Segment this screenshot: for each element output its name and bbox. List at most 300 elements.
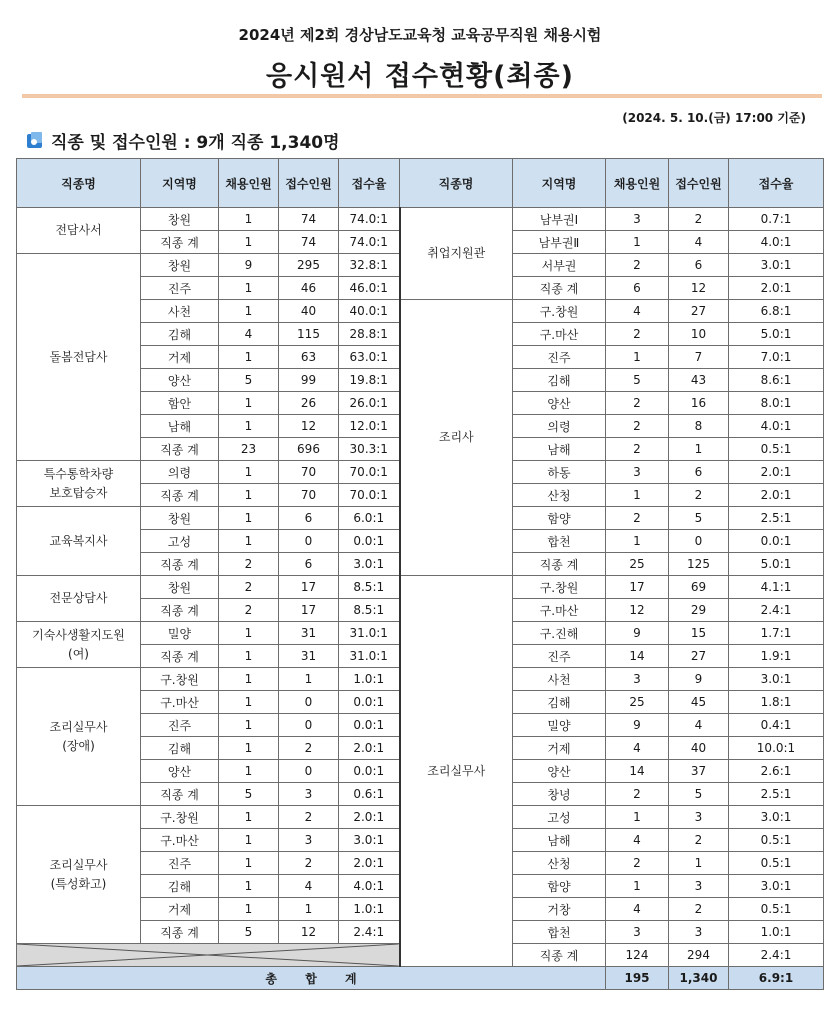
- left-cell-apply: 26: [279, 392, 339, 415]
- right-cell-hire: 2: [606, 392, 669, 415]
- left-job-name: [17, 806, 141, 944]
- right-cell-apply: 69: [669, 576, 729, 599]
- grand-total-hire: 195: [606, 967, 669, 990]
- right-cell-apply: 5: [669, 783, 729, 806]
- left-cell-hire: 4: [219, 323, 279, 346]
- right-cell-apply: 4: [669, 231, 729, 254]
- left-cell-region: 직종 계: [141, 921, 219, 944]
- left-cell-rate: 0.0:1: [339, 714, 400, 737]
- left-job-name: [17, 622, 141, 668]
- col-header-job-right: 직종명: [400, 159, 513, 208]
- right-cell-region: 산청: [513, 484, 606, 507]
- right-cell-hire: 1: [606, 231, 669, 254]
- left-cell-apply: 70: [279, 461, 339, 484]
- col-header-apply-right: 접수인원: [669, 159, 729, 208]
- left-cell-region: 밀양: [141, 622, 219, 645]
- left-cell-region: 구.창원: [141, 668, 219, 691]
- right-cell-apply: 2: [669, 898, 729, 921]
- right-cell-region: 직종 계: [513, 944, 606, 967]
- left-cell-hire: 1: [219, 507, 279, 530]
- left-cell-hire: 1: [219, 829, 279, 852]
- right-cell-hire: 2: [606, 783, 669, 806]
- right-cell-region: 거제: [513, 737, 606, 760]
- left-cell-rate: 63.0:1: [339, 346, 400, 369]
- right-cell-rate: 3.0:1: [729, 806, 824, 829]
- right-cell-region: 합천: [513, 921, 606, 944]
- right-cell-hire: 12: [606, 599, 669, 622]
- left-cell-apply: 6: [279, 507, 339, 530]
- left-cell-hire: 1: [219, 714, 279, 737]
- right-cell-hire: 2: [606, 438, 669, 461]
- right-cell-hire: 3: [606, 208, 669, 231]
- right-cell-rate: 2.6:1: [729, 760, 824, 783]
- left-cell-region: 구.창원: [141, 806, 219, 829]
- right-cell-apply: 4: [669, 714, 729, 737]
- left-cell-region: 함안: [141, 392, 219, 415]
- right-cell-rate: 0.5:1: [729, 829, 824, 852]
- right-cell-region: 남해: [513, 438, 606, 461]
- table-row: [17, 208, 824, 231]
- right-cell-region: 구.마산: [513, 599, 606, 622]
- right-cell-apply: 29: [669, 599, 729, 622]
- left-cell-hire: 1: [219, 622, 279, 645]
- left-cell-rate: 26.0:1: [339, 392, 400, 415]
- left-cell-hire: 2: [219, 599, 279, 622]
- left-cell-region: 직종 계: [141, 553, 219, 576]
- left-cell-apply: 40: [279, 300, 339, 323]
- left-cell-apply: 115: [279, 323, 339, 346]
- right-cell-region: 함양: [513, 875, 606, 898]
- right-cell-hire: 14: [606, 645, 669, 668]
- right-cell-hire: 6: [606, 277, 669, 300]
- right-cell-hire: 17: [606, 576, 669, 599]
- right-cell-region: 창녕: [513, 783, 606, 806]
- right-cell-apply: 6: [669, 254, 729, 277]
- right-cell-rate: 3.0:1: [729, 668, 824, 691]
- left-cell-hire: 1: [219, 231, 279, 254]
- right-cell-rate: 1.7:1: [729, 622, 824, 645]
- right-cell-apply: 45: [669, 691, 729, 714]
- left-cell-region: 구.마산: [141, 829, 219, 852]
- left-cell-apply: 99: [279, 369, 339, 392]
- left-cell-hire: 1: [219, 691, 279, 714]
- job-name-text: 기숙사생활지도원 (여): [32, 627, 125, 661]
- grand-total-apply: 1,340: [669, 967, 729, 990]
- right-cell-rate: 4.0:1: [729, 415, 824, 438]
- right-cell-hire: 25: [606, 553, 669, 576]
- left-cell-region: 의령: [141, 461, 219, 484]
- left-cell-rate: 2.0:1: [339, 852, 400, 875]
- right-cell-apply: 37: [669, 760, 729, 783]
- exam-subtitle: 2024년 제2회 경상남도교육청 교육공무직원 채용시험: [238, 26, 602, 44]
- right-cell-rate: 0.0:1: [729, 530, 824, 553]
- right-cell-region: 하동: [513, 461, 606, 484]
- left-cell-region: 양산: [141, 760, 219, 783]
- right-cell-rate: 0.5:1: [729, 852, 824, 875]
- left-cell-rate: 19.8:1: [339, 369, 400, 392]
- left-cell-rate: 6.0:1: [339, 507, 400, 530]
- right-cell-rate: 10.0:1: [729, 737, 824, 760]
- table-row: [17, 576, 824, 599]
- left-cell-apply: 3: [279, 783, 339, 806]
- summary-line: [26, 128, 340, 153]
- left-cell-hire: 1: [219, 208, 279, 231]
- left-cell-region: 김해: [141, 323, 219, 346]
- right-cell-apply: 1: [669, 438, 729, 461]
- right-cell-region: 고성: [513, 806, 606, 829]
- right-cell-rate: 7.0:1: [729, 346, 824, 369]
- left-cell-hire: 1: [219, 484, 279, 507]
- right-cell-hire: 2: [606, 323, 669, 346]
- right-cell-apply: 6: [669, 461, 729, 484]
- job-name-text: 교육복지사: [49, 533, 108, 548]
- left-cell-region: 직종 계: [141, 783, 219, 806]
- right-cell-region: 김해: [513, 369, 606, 392]
- right-cell-hire: 5: [606, 369, 669, 392]
- left-cell-rate: 31.0:1: [339, 645, 400, 668]
- left-cell-rate: 1.0:1: [339, 668, 400, 691]
- right-cell-hire: 3: [606, 461, 669, 484]
- left-cell-region: 거제: [141, 346, 219, 369]
- right-cell-region: 직종 계: [513, 277, 606, 300]
- left-cell-hire: 1: [219, 852, 279, 875]
- right-cell-apply: 15: [669, 622, 729, 645]
- right-cell-region: 합천: [513, 530, 606, 553]
- right-cell-region: 서부권: [513, 254, 606, 277]
- left-cell-rate: 0.6:1: [339, 783, 400, 806]
- left-cell-hire: 1: [219, 461, 279, 484]
- right-cell-apply: 27: [669, 300, 729, 323]
- empty-hatched-cell: [17, 944, 400, 967]
- left-cell-rate: 8.5:1: [339, 599, 400, 622]
- right-cell-region: 구.창원: [513, 300, 606, 323]
- left-cell-region: 직종 계: [141, 231, 219, 254]
- right-cell-rate: 0.4:1: [729, 714, 824, 737]
- title-divider: [22, 94, 822, 98]
- left-cell-region: 창원: [141, 507, 219, 530]
- left-cell-hire: 1: [219, 737, 279, 760]
- summary-text: 직종 및 접수인원 : 9개 직종 1,340명: [51, 133, 340, 153]
- left-cell-rate: 74.0:1: [339, 208, 400, 231]
- right-cell-apply: 5: [669, 507, 729, 530]
- right-cell-apply: 3: [669, 875, 729, 898]
- col-header-apply: 접수인원: [279, 159, 339, 208]
- left-cell-rate: 3.0:1: [339, 553, 400, 576]
- job-name-text: 돌봄전담사: [49, 349, 108, 364]
- left-cell-hire: 1: [219, 277, 279, 300]
- left-cell-apply: 46: [279, 277, 339, 300]
- right-cell-apply: 3: [669, 921, 729, 944]
- right-cell-hire: 1: [606, 346, 669, 369]
- left-cell-region: 양산: [141, 369, 219, 392]
- left-cell-hire: 1: [219, 645, 279, 668]
- right-cell-hire: 3: [606, 668, 669, 691]
- right-cell-apply: 2: [669, 484, 729, 507]
- right-cell-region: 구.진해: [513, 622, 606, 645]
- left-cell-rate: 3.0:1: [339, 829, 400, 852]
- right-cell-region: 의령: [513, 415, 606, 438]
- col-header-rate-right: 접수율: [729, 159, 824, 208]
- left-cell-rate: 28.8:1: [339, 323, 400, 346]
- right-cell-apply: 16: [669, 392, 729, 415]
- left-cell-apply: 74: [279, 231, 339, 254]
- left-cell-region: 고성: [141, 530, 219, 553]
- left-job-name: [17, 507, 141, 576]
- right-cell-rate: 2.4:1: [729, 599, 824, 622]
- right-cell-region: 진주: [513, 645, 606, 668]
- left-cell-apply: 31: [279, 645, 339, 668]
- right-cell-hire: 4: [606, 898, 669, 921]
- right-cell-rate: 0.7:1: [729, 208, 824, 231]
- right-cell-rate: 2.0:1: [729, 277, 824, 300]
- job-name-text: 특수통학차량 보호탑승자: [43, 466, 114, 500]
- left-job-name: [17, 208, 141, 254]
- right-cell-rate: 1.8:1: [729, 691, 824, 714]
- left-cell-region: 진주: [141, 714, 219, 737]
- right-cell-rate: 3.0:1: [729, 875, 824, 898]
- right-cell-hire: 1: [606, 530, 669, 553]
- left-cell-apply: 17: [279, 599, 339, 622]
- right-cell-region: 산청: [513, 852, 606, 875]
- left-cell-rate: 30.3:1: [339, 438, 400, 461]
- right-cell-rate: 3.0:1: [729, 254, 824, 277]
- grand-total-row: [17, 967, 824, 990]
- job-name-text: 전담사서: [55, 223, 102, 237]
- left-cell-rate: 74.0:1: [339, 231, 400, 254]
- right-cell-apply: 8: [669, 415, 729, 438]
- right-cell-apply: 2: [669, 829, 729, 852]
- page-title: 응시원서 접수현황(최종): [266, 61, 574, 92]
- left-cell-rate: 2.4:1: [339, 921, 400, 944]
- left-cell-region: 창원: [141, 254, 219, 277]
- left-cell-region: 남해: [141, 415, 219, 438]
- left-cell-apply: 2: [279, 852, 339, 875]
- left-cell-hire: 1: [219, 668, 279, 691]
- left-cell-apply: 1: [279, 668, 339, 691]
- left-cell-rate: 70.0:1: [339, 461, 400, 484]
- right-cell-region: 양산: [513, 392, 606, 415]
- right-cell-rate: 0.5:1: [729, 898, 824, 921]
- right-cell-hire: 1: [606, 875, 669, 898]
- right-cell-region: 함양: [513, 507, 606, 530]
- left-cell-hire: 1: [219, 300, 279, 323]
- left-cell-hire: 1: [219, 392, 279, 415]
- right-cell-apply: 3: [669, 806, 729, 829]
- right-cell-hire: 4: [606, 300, 669, 323]
- left-cell-apply: 696: [279, 438, 339, 461]
- right-cell-region: 밀양: [513, 714, 606, 737]
- left-cell-rate: 32.8:1: [339, 254, 400, 277]
- right-cell-apply: 0: [669, 530, 729, 553]
- left-cell-rate: 40.0:1: [339, 300, 400, 323]
- right-cell-rate: 4.1:1: [729, 576, 824, 599]
- application-status-table: [16, 158, 824, 990]
- left-cell-region: 창원: [141, 208, 219, 231]
- left-cell-rate: 46.0:1: [339, 277, 400, 300]
- left-cell-rate: 2.0:1: [339, 737, 400, 760]
- right-job-name: 조리사: [400, 300, 513, 576]
- right-cell-hire: 2: [606, 254, 669, 277]
- grand-total-rate: 6.9:1: [729, 967, 824, 990]
- left-cell-region: 직종 계: [141, 599, 219, 622]
- right-cell-rate: 2.0:1: [729, 484, 824, 507]
- left-cell-apply: 4: [279, 875, 339, 898]
- right-cell-apply: 27: [669, 645, 729, 668]
- left-cell-rate: 2.0:1: [339, 806, 400, 829]
- left-cell-region: 직종 계: [141, 438, 219, 461]
- left-cell-apply: 0: [279, 691, 339, 714]
- grand-total-label: 총 합 계: [17, 967, 606, 990]
- job-name-text: 조리실무사 (장애): [49, 719, 108, 753]
- right-job-name: 조리실무사: [400, 576, 513, 967]
- col-header-rate: 접수율: [339, 159, 400, 208]
- right-cell-hire: 25: [606, 691, 669, 714]
- left-cell-apply: 63: [279, 346, 339, 369]
- left-cell-apply: 295: [279, 254, 339, 277]
- left-cell-rate: 31.0:1: [339, 622, 400, 645]
- col-header-region-right: 지역명: [513, 159, 606, 208]
- right-cell-region: 남부권Ⅰ: [513, 208, 606, 231]
- left-cell-hire: 23: [219, 438, 279, 461]
- right-cell-rate: 5.0:1: [729, 553, 824, 576]
- right-cell-hire: 3: [606, 921, 669, 944]
- left-cell-apply: 3: [279, 829, 339, 852]
- left-cell-hire: 5: [219, 783, 279, 806]
- left-cell-rate: 1.0:1: [339, 898, 400, 921]
- col-header-region: 지역명: [141, 159, 219, 208]
- right-cell-apply: 125: [669, 553, 729, 576]
- table-header-row: [17, 159, 824, 208]
- left-cell-hire: 1: [219, 760, 279, 783]
- right-cell-apply: 9: [669, 668, 729, 691]
- left-cell-apply: 17: [279, 576, 339, 599]
- left-cell-hire: 1: [219, 346, 279, 369]
- right-cell-region: 진주: [513, 346, 606, 369]
- right-job-name: 취업지원관: [400, 208, 513, 300]
- left-cell-region: 직종 계: [141, 645, 219, 668]
- left-cell-apply: 0: [279, 714, 339, 737]
- right-cell-apply: 294: [669, 944, 729, 967]
- right-cell-hire: 2: [606, 415, 669, 438]
- left-cell-rate: 4.0:1: [339, 875, 400, 898]
- left-cell-rate: 0.0:1: [339, 760, 400, 783]
- left-cell-apply: 2: [279, 806, 339, 829]
- right-cell-apply: 43: [669, 369, 729, 392]
- left-cell-rate: 12.0:1: [339, 415, 400, 438]
- right-cell-rate: 2.5:1: [729, 783, 824, 806]
- left-cell-apply: 31: [279, 622, 339, 645]
- left-cell-rate: 70.0:1: [339, 484, 400, 507]
- left-cell-region: 사천: [141, 300, 219, 323]
- document-icon: [26, 132, 43, 149]
- left-job-name: [17, 576, 141, 622]
- right-cell-apply: 2: [669, 208, 729, 231]
- right-cell-apply: 7: [669, 346, 729, 369]
- left-cell-apply: 6: [279, 553, 339, 576]
- right-cell-region: 사천: [513, 668, 606, 691]
- left-cell-hire: 5: [219, 921, 279, 944]
- left-cell-region: 진주: [141, 852, 219, 875]
- left-job-name: [17, 461, 141, 507]
- right-cell-rate: 2.4:1: [729, 944, 824, 967]
- left-job-name: [17, 668, 141, 806]
- left-cell-hire: 9: [219, 254, 279, 277]
- right-cell-hire: 4: [606, 829, 669, 852]
- right-cell-rate: 2.5:1: [729, 507, 824, 530]
- right-cell-hire: 9: [606, 714, 669, 737]
- right-cell-region: 직종 계: [513, 553, 606, 576]
- left-cell-apply: 74: [279, 208, 339, 231]
- right-cell-rate: 8.0:1: [729, 392, 824, 415]
- left-cell-region: 직종 계: [141, 484, 219, 507]
- right-cell-rate: 1.0:1: [729, 921, 824, 944]
- job-name-text: 전문상담사: [49, 591, 108, 605]
- right-cell-region: 남해: [513, 829, 606, 852]
- left-cell-apply: 12: [279, 415, 339, 438]
- left-cell-region: 김해: [141, 737, 219, 760]
- left-cell-rate: 0.0:1: [339, 530, 400, 553]
- left-cell-hire: 1: [219, 875, 279, 898]
- left-cell-hire: 1: [219, 415, 279, 438]
- left-cell-region: 김해: [141, 875, 219, 898]
- right-cell-apply: 12: [669, 277, 729, 300]
- right-cell-rate: 5.0:1: [729, 323, 824, 346]
- right-cell-hire: 9: [606, 622, 669, 645]
- right-cell-hire: 1: [606, 484, 669, 507]
- col-header-hire-right: 채용인원: [606, 159, 669, 208]
- left-cell-apply: 70: [279, 484, 339, 507]
- right-cell-apply: 1: [669, 852, 729, 875]
- right-cell-region: 거창: [513, 898, 606, 921]
- right-cell-rate: 2.0:1: [729, 461, 824, 484]
- right-cell-hire: 4: [606, 737, 669, 760]
- job-name-text: 조리실무사 (특성화고): [49, 857, 108, 891]
- left-cell-apply: 0: [279, 530, 339, 553]
- right-cell-hire: 2: [606, 852, 669, 875]
- left-job-name: [17, 254, 141, 461]
- left-cell-region: 진주: [141, 277, 219, 300]
- left-cell-apply: 0: [279, 760, 339, 783]
- left-cell-hire: 1: [219, 806, 279, 829]
- left-cell-rate: 0.0:1: [339, 691, 400, 714]
- left-cell-hire: 1: [219, 898, 279, 921]
- right-cell-rate: 8.6:1: [729, 369, 824, 392]
- right-cell-hire: 124: [606, 944, 669, 967]
- right-cell-hire: 1: [606, 806, 669, 829]
- right-cell-region: 구.창원: [513, 576, 606, 599]
- left-cell-hire: 1: [219, 530, 279, 553]
- left-cell-apply: 2: [279, 737, 339, 760]
- left-cell-region: 거제: [141, 898, 219, 921]
- left-cell-region: 구.마산: [141, 691, 219, 714]
- left-cell-rate: 8.5:1: [339, 576, 400, 599]
- left-cell-hire: 5: [219, 369, 279, 392]
- col-header-job: 직종명: [17, 159, 141, 208]
- left-cell-apply: 12: [279, 921, 339, 944]
- left-cell-region: 창원: [141, 576, 219, 599]
- right-cell-region: 김해: [513, 691, 606, 714]
- right-cell-apply: 40: [669, 737, 729, 760]
- right-cell-rate: 6.8:1: [729, 300, 824, 323]
- right-cell-region: 양산: [513, 760, 606, 783]
- left-cell-hire: 2: [219, 553, 279, 576]
- left-cell-hire: 2: [219, 576, 279, 599]
- right-cell-region: 구.마산: [513, 323, 606, 346]
- right-cell-apply: 10: [669, 323, 729, 346]
- right-cell-region: 남부권Ⅱ: [513, 231, 606, 254]
- right-cell-rate: 1.9:1: [729, 645, 824, 668]
- col-header-hire: 채용인원: [219, 159, 279, 208]
